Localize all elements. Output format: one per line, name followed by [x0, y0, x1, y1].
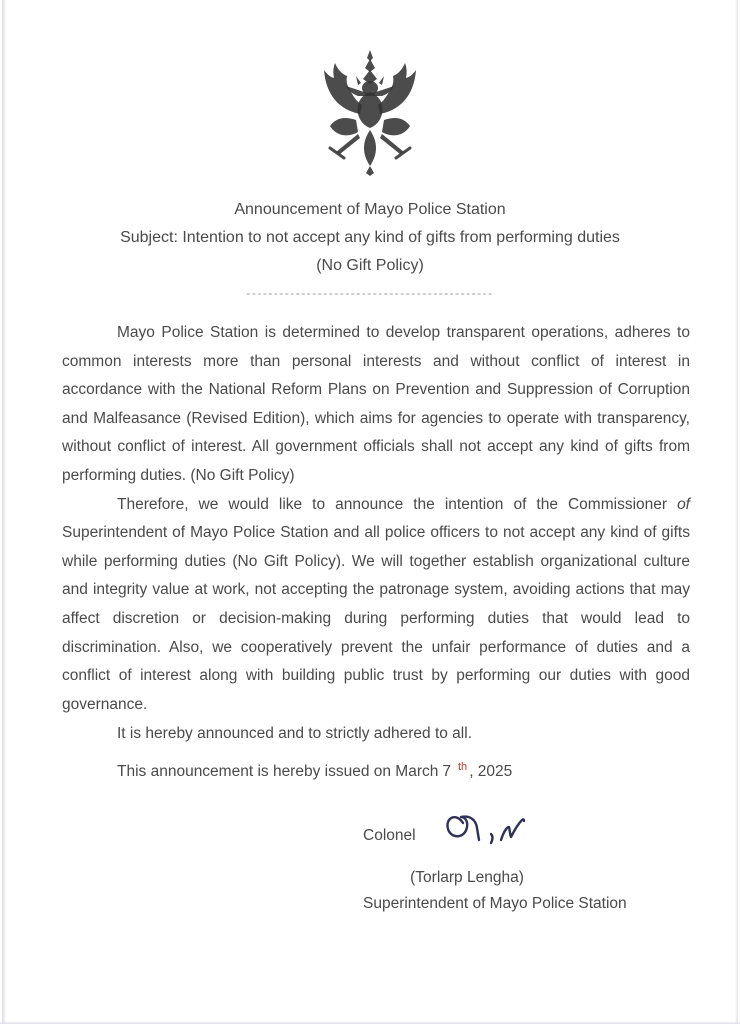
paragraph-2-text-1: Therefore, we would like to announce the intention of the Commissioner — [117, 495, 678, 513]
date-text: This announcement is hereby issued on March — [117, 763, 439, 781]
date-day: 7 — [442, 763, 451, 781]
paragraph-2 — [62, 491, 690, 720]
paragraph-2-text-2: Superintendent of Mayo Police Station and all police officers to not accept any kind of gifts while performing duties (No Gift Policy). We will together establish organizational culture and integrity value at work, not accepting the patronage system, avoiding actions that may affect discretion or decision-making during performing duties that would lead to discrimination. Also, we cooperatively prevent the unfair performance of duties and a conflict of interest along with building public trust by performing our duties with good governance. — [62, 524, 690, 713]
signature-ink — [442, 806, 528, 857]
signer-position: Superintendent of Mayo Police Station — [363, 894, 627, 912]
signer-rank: Colonel — [363, 826, 416, 844]
garuda-emblem-graphic — [300, 50, 440, 178]
title-block — [0, 196, 740, 306]
date-year: , 2025 — [469, 763, 513, 781]
handwritten-signature-graphic — [442, 806, 528, 852]
document-title: Announcement of Mayo Police Station — [234, 201, 506, 218]
paragraph-1: Mayo Police Station is determined to develop transparent operations, adheres to common interests more than personal interests and without conflict of interest in accordance with the National Reform Plans on Prevention and Suppression of Corruption and Malfeasance (Revised Edition), which aims for agencies to operate with transparency, without conflict of interest. All government officials shall not accept any kind of gifts from performing duties. (No Gift Policy) — [62, 324, 690, 484]
closing-line: It is hereby announced and to strictly adhered to all. — [117, 725, 472, 743]
signature-row — [363, 811, 643, 861]
signature-block — [363, 811, 643, 917]
document-subject: Subject: Intention to not accept any kind of gifts from performing duties — [120, 229, 620, 246]
dashed-divider: --------------------------------------------- — [246, 286, 494, 300]
signer-name: (Torlarp Lengha) — [410, 868, 524, 886]
document-subtitle: (No Gift Policy) — [316, 257, 424, 274]
document-body — [62, 319, 690, 787]
date-line — [62, 753, 690, 787]
date-ordinal-suffix: th — [458, 760, 468, 773]
garuda-emblem — [300, 50, 440, 178]
paragraph-2-italic-of: of — [677, 495, 690, 513]
